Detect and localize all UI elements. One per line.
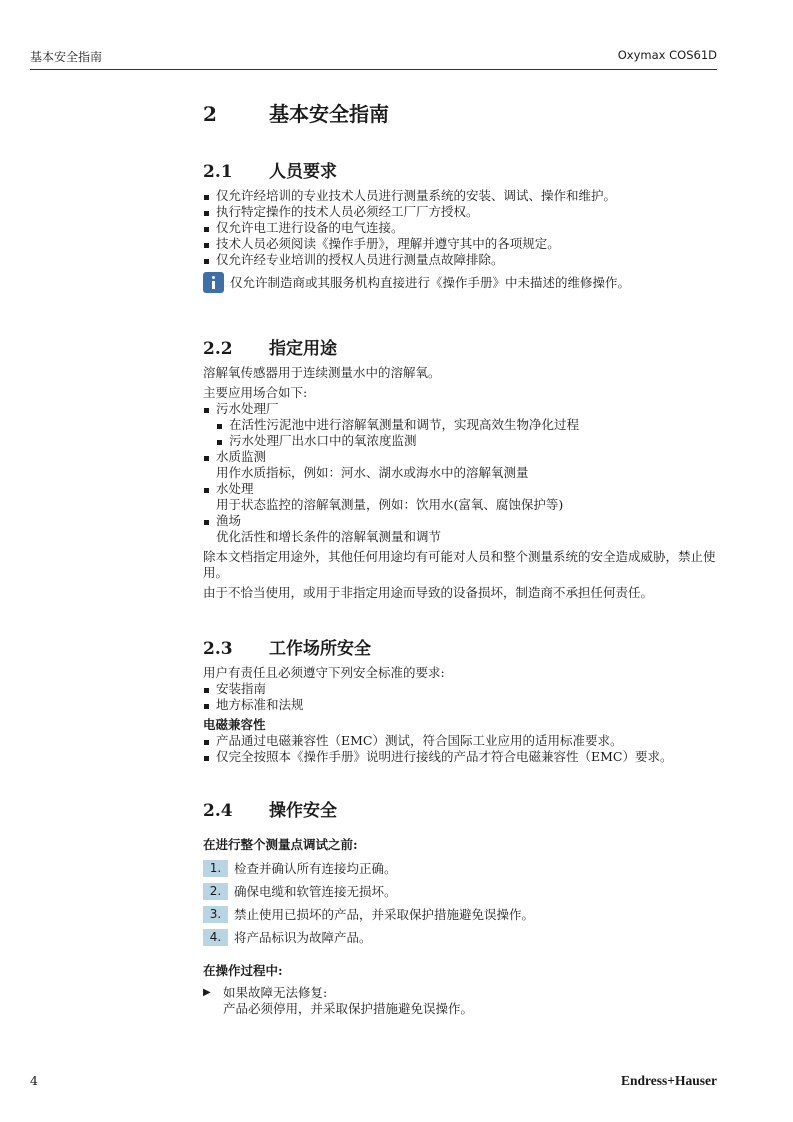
during-operation-heading: 在操作过程中: — [203, 963, 283, 978]
step-text: 检查并确认所有连接均正确。 — [234, 860, 397, 876]
step-number: 2. — [203, 883, 228, 900]
emc-heading: 电磁兼容性 — [203, 717, 266, 732]
paragraph: 溶解氧传感器用于连续测量水中的溶解氧。 — [203, 365, 441, 380]
page-number: 4 — [30, 1073, 38, 1088]
section-heading-2-4 — [203, 799, 718, 823]
info-note — [203, 272, 718, 293]
list-item: 执行特定操作的技术人员必须经工厂厂方授权。 — [203, 204, 718, 220]
section-heading-2-2 — [203, 337, 718, 361]
section-heading-2-3 — [203, 637, 718, 661]
list-item: 仅允许电工进行设备的电气连接。 — [203, 220, 718, 236]
brand-logo-text: Endress+Hauser — [621, 1073, 717, 1088]
list-item: 地方标准和法规 — [203, 697, 718, 713]
commissioning-steps — [203, 859, 718, 947]
section-number: 2.3 — [203, 639, 233, 659]
section-number: 2.2 — [203, 339, 233, 359]
before-commissioning-heading: 在进行整个测量点调试之前: — [203, 837, 358, 852]
paragraph: 用户有责任且必须遵守下列安全标准的要求: — [203, 665, 445, 680]
paragraph: 主要应用场合如下: — [203, 385, 308, 400]
list-item: 产品通过电磁兼容性（EMC）测试，符合国际工业应用的适用标准要求。 — [203, 733, 718, 749]
list-item: 仅完全按照本《操作手册》说明进行接线的产品才符合电磁兼容性（EMC）要求。 — [203, 749, 718, 765]
personnel-requirements-list — [203, 188, 718, 268]
section-title: 人员要求 — [269, 162, 337, 182]
list-item — [203, 513, 718, 545]
action-item — [203, 985, 718, 1017]
step-text: 将产品标识为故障产品。 — [234, 929, 372, 945]
chapter-title: 基本安全指南 — [269, 102, 389, 126]
list-item — [203, 449, 718, 481]
step-number: 4. — [203, 929, 228, 946]
application-description: 用作水质指标，例如：河水、湖水或海水中的溶解氧测量 — [216, 465, 529, 480]
standards-list — [203, 681, 718, 713]
sub-list-item: 污水处理厂出水口中的氧浓度监测 — [216, 433, 718, 449]
application-label: 水处理 — [216, 481, 254, 496]
list-item: 技术人员必须阅读《操作手册》，理解并遵守其中的各项规定。 — [203, 236, 718, 252]
info-icon — [203, 272, 224, 293]
sub-list — [216, 417, 718, 449]
step-number: 3. — [203, 906, 228, 923]
sub-list-item: 在活性污泥池中进行溶解氧测量和调节，实现高效生物净化过程 — [216, 417, 718, 433]
action-result: 产品必须停用，并采取保护措施避免误操作。 — [223, 1001, 474, 1016]
step-text: 禁止使用已损坏的产品，并采取保护措施避免误操作。 — [234, 906, 535, 922]
paragraph: 除本文档指定用途外，其他任何用途均有可能对人员和整个测量系统的安全造成威胁，禁止使用。 — [203, 549, 716, 580]
section-title: 操作安全 — [269, 801, 337, 821]
action-condition: 如果故障无法修复: — [223, 985, 328, 1000]
step-item — [203, 882, 718, 901]
list-item — [203, 481, 718, 513]
section-number: 2.1 — [203, 162, 233, 182]
list-item: 仅允许经专业培训的授权人员进行测量点故障排除。 — [203, 252, 718, 268]
list-item: 仅允许经培训的专业技术人员进行测量系统的安装、调试、操作和维护。 — [203, 188, 718, 204]
application-label: 渔场 — [216, 513, 242, 528]
header-section-title: 基本安全指南 — [30, 50, 103, 64]
application-label: 污水处理厂 — [216, 401, 279, 416]
section-title: 指定用途 — [269, 339, 337, 359]
page-header — [30, 48, 717, 66]
info-note-text: 仅允许制造商或其服务机构直接进行《操作手册》中未描述的维修操作。 — [230, 274, 631, 290]
application-description: 用于状态监控的溶解氧测量，例如：饮用水(富氧、腐蚀保护等) — [216, 497, 564, 512]
application-description: 优化活性和增长条件的溶解氧测量和调节 — [216, 529, 442, 544]
header-product-name: Oxymax COS61D — [617, 48, 717, 62]
emc-list — [203, 733, 718, 765]
header-rule — [30, 69, 717, 70]
chapter-heading — [203, 100, 718, 128]
paragraph: 由于不恰当使用，或用于非指定用途而导致的设备损坏，制造商不承担任何责任。 — [203, 585, 654, 600]
section-number: 2.4 — [203, 801, 233, 821]
list-item: 安装指南 — [203, 681, 718, 697]
list-item — [203, 401, 718, 449]
step-text: 确保电缆和软管连接无损坏。 — [234, 883, 397, 899]
section-title: 工作场所安全 — [269, 639, 371, 659]
step-item — [203, 905, 718, 924]
step-item — [203, 859, 718, 878]
applications-list — [203, 401, 718, 545]
application-label: 水质监测 — [216, 449, 267, 464]
step-item — [203, 928, 718, 947]
arrow-right-icon: ▶ — [203, 987, 211, 998]
step-number: 1. — [203, 860, 228, 877]
section-heading-2-1 — [203, 160, 718, 184]
chapter-number: 2 — [203, 102, 217, 126]
page-content — [203, 100, 718, 1017]
